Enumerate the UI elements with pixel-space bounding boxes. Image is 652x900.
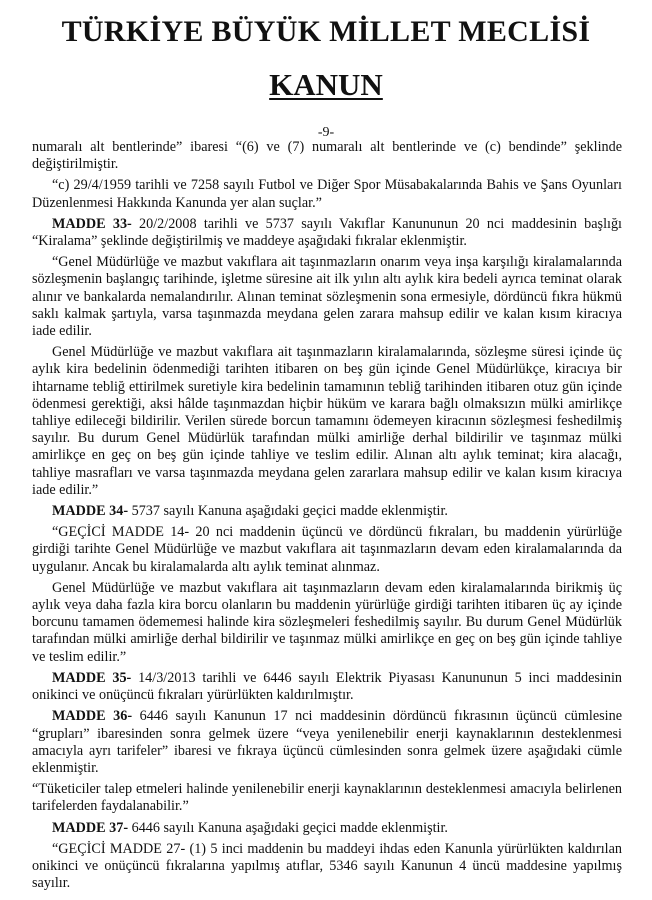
paragraph-11 bbox=[32, 781, 622, 815]
paragraph-text: numaralı alt bentlerinde” ibaresi “(6) ve (7) numaralı alt bentlerinde ve (c) bendinde” şeklinde değiştirilmiştir. bbox=[32, 139, 622, 173]
article-number: MADDE 33- bbox=[52, 215, 132, 232]
article-35 bbox=[32, 670, 622, 704]
article-37 bbox=[32, 820, 622, 837]
paragraph-2 bbox=[32, 177, 622, 211]
paragraph-text: “GEÇİCİ MADDE 14- 20 nci maddenin üçüncü ve dördüncü fıkraları, bu maddenin yürürlüğe girdiği tarihte Genel Müdürlüğe ve mazbut vakıflara ait taşınmazların devam eden kiralamalarında da uygulanır. Ancak bu kiralamalarda altı aylık teminat alınmaz. bbox=[32, 524, 622, 575]
paragraph-7 bbox=[32, 524, 622, 576]
paragraph-text: “c) 29/4/1959 tarihli ve 7258 sayılı Futbol ve Diğer Spor Müsabakalarında Bahis ve Şans Oyunları Düzenlenmesi Hakkında Kanunda yer alan suçlar.” bbox=[32, 177, 622, 211]
paragraph-text: “Tüketiciler talep etmeleri halinde yenilenebilir enerji kaynaklarının desteklenmesi amacıyla belirlenen tarifelerden faydalanabilir.” bbox=[32, 781, 622, 815]
paragraph-8 bbox=[32, 580, 622, 666]
paragraph-text: 14/3/2013 tarihli ve 6446 sayılı Elektrik Piyasası Kanununun 5 inci maddesinin onikinci ve onüçüncü fıkraları yürürlükten kaldırılmıştır. bbox=[32, 669, 622, 704]
document-type-heading bbox=[0, 66, 652, 104]
paragraph-4 bbox=[32, 254, 622, 340]
article-33 bbox=[32, 216, 622, 250]
article-34 bbox=[32, 503, 622, 520]
paragraph-text: 5737 sayılı Kanuna aşağıdaki geçici madde eklenmiştir. bbox=[128, 503, 448, 520]
article-number: MADDE 36- bbox=[52, 708, 133, 725]
article-36 bbox=[32, 708, 622, 777]
article-number: MADDE 35- bbox=[52, 669, 132, 686]
paragraph-1 bbox=[32, 139, 622, 173]
paragraph-text: 20/2/2008 tarihli ve 5737 sayılı Vakıflar Kanununun 20 nci maddesinin başlığı “Kiralama” şeklinde değiştirilmiş ve maddeye aşağıdaki fıkralar eklenmiştir. bbox=[32, 215, 622, 250]
paragraph-text: 6446 sayılı Kanunun 17 nci maddesinin dördüncü fıkrasının üçüncü cümlesine “grupları” ibaresinden sonra gelmek üzere “veya yenilenebilir enerji kaynaklarının desteklenmesi amacıyla ayrı tarifeler” ibaresi ve fıkraya üçüncü cümlesinden sonra gelmek üzere aşağıdaki cümle eklenmiştir. bbox=[32, 708, 623, 776]
document-body bbox=[32, 139, 622, 896]
article-number: MADDE 37- bbox=[52, 819, 129, 836]
paragraph-text: 6446 sayılı Kanuna aşağıdaki geçici madde eklenmiştir. bbox=[128, 819, 448, 836]
paragraph-text: “GEÇİCİ MADDE 27- (1) 5 inci maddenin bu maddeyi ihdas eden Kanunla yürürlükten kaldırılan onikinci ve onüçüncü fıkralarına yapılmış atıflar, 5346 sayılı Kanunun 4 üncü maddesine yapılmış sayılır. bbox=[32, 840, 622, 892]
paragraph-5 bbox=[32, 344, 622, 499]
paragraph-text: Genel Müdürlüğe ve mazbut vakıflara ait taşınmazların devam eden kiralamalarında birikmiş üç aylık veya daha fazla kira borcu olanların bu maddenin yürürlüğe girdiği tarihten itibaren üç ay içinde borcunu tamamen ödememesi halinde kira sözleşmeleri feshedilmiş sayılır. Bu durum Genel Müdürlük tarafından mülki amirliğe derhal bildirilir ve taşınmaz mülki amirlikçe en geç on beş gün içinde tahliye ve teslim edilir.” bbox=[32, 579, 622, 665]
paragraph-text: Genel Müdürlüğe ve mazbut vakıflara ait taşınmazların kiralamalarında, sözleşme süresi içinde üç aylık kira bedelinin ödenmediği tarihten itibaren on beş gün içinde Genel Müdürlükçe, kiracıya bir ihtarname tebliğ ettirilmek suretiyle kira bedelinin tamamının tebliğ tarihinden itibaren otuz gün içinde ödenmesi gerektiği, aksi hâlde taşınmazdan hiçbir hüküm ve karara bağlı olmaksızın mülki amirlikçe tahliye edileceği bildirilir. Verilen sürede borcun tamamını ödemeyen kiracının sözleşmesi feshedilmiş sayılır. Bu durum Genel Müdürlük tarafından mülki amirliğe derhal bildirilir ve taşınmaz mülki amirlikçe en geç on beş gün içinde tahliye ve teslim edilir. Alınan altı aylık teminat; kira alacağı, tahliye masrafları ve varsa taşınmazda meydana gelen zararlara mahsup edilir ve kalan kısım kiracıya iade edilir.” bbox=[32, 344, 622, 498]
document-type-text: KANUN bbox=[269, 67, 383, 102]
paragraph-text: “Genel Müdürlüğe ve mazbut vakıflara ait taşınmazların onarım veya inşa karşılığı kiralamalarında sözleşmenin başlangıç tarihinde, işletme süresine ait ilk yılın altı aylık kira bedeli ayrıca teminat olarak alınır ve bankalarda nemalandırılır. Alınan teminat sözleşmenin sona ermesiyle, dördüncü fıkra hükmü saklı kalmak şartıyla, varsa taşınmazda meydana gelen zarara mahsup edilir ve kalan kısım kiracıya iade edilir. bbox=[32, 254, 622, 340]
article-number: MADDE 34- bbox=[52, 503, 129, 520]
page-number: -9- bbox=[317, 125, 335, 140]
paragraph-13 bbox=[32, 841, 622, 893]
organization-title: TÜRKİYE BÜYÜK MİLLET MECLİSİ bbox=[61, 15, 591, 48]
